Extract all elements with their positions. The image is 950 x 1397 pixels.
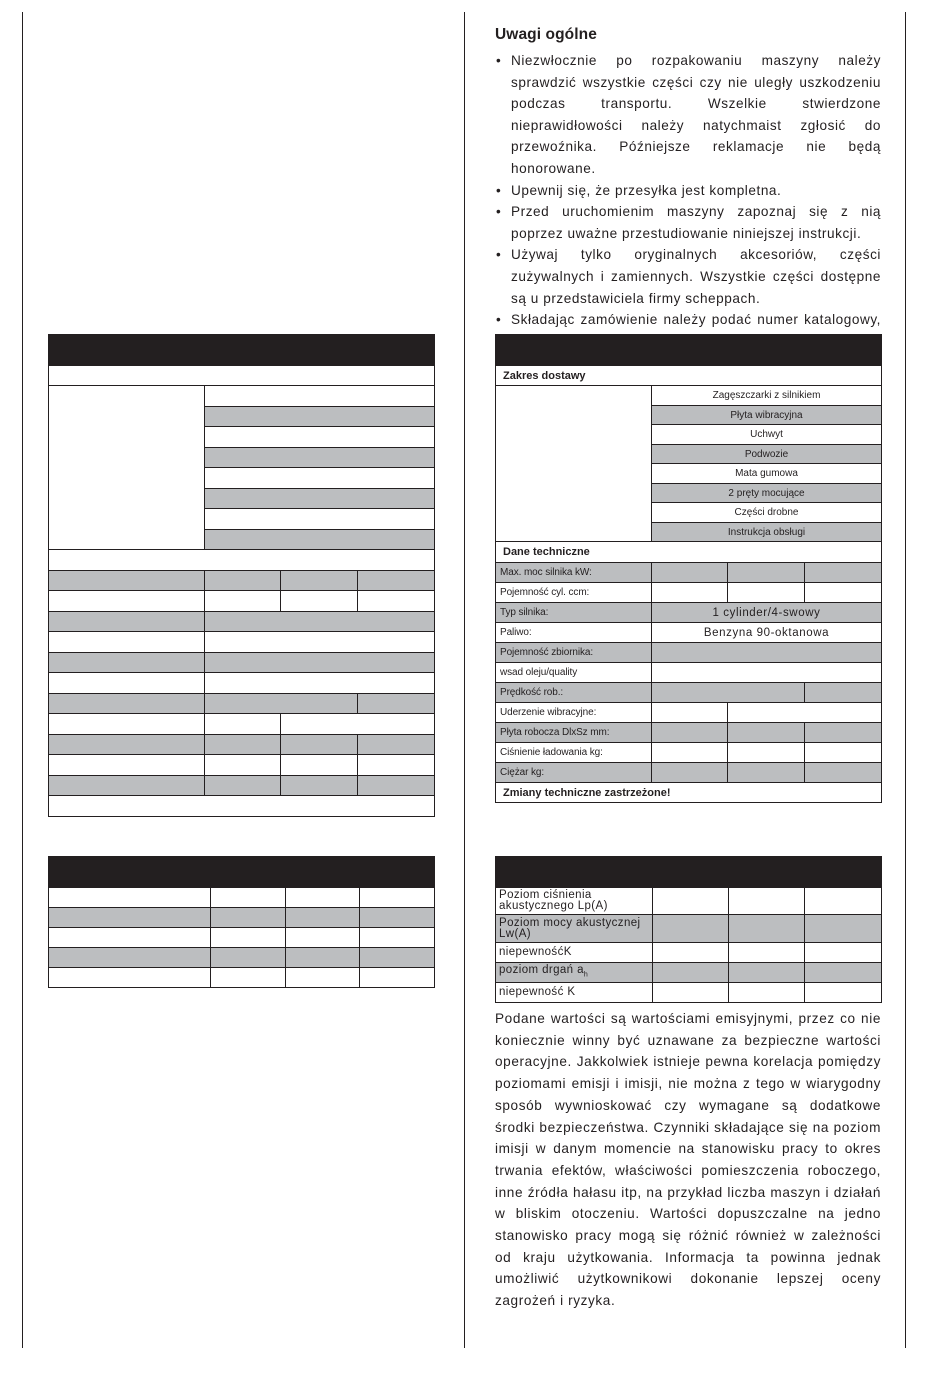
blank-noise-table xyxy=(48,856,435,988)
engine-type-value: 1 cylinder/4-swowy xyxy=(652,603,882,623)
row-label-tank: Pojemność zbiornika: xyxy=(496,643,652,663)
spec-table xyxy=(495,334,882,803)
right-margin-line xyxy=(905,12,906,1348)
delivery-header: Zakres dostawy xyxy=(496,366,882,386)
list-item: • Składając zamówienie należy podać numer katalogowy, xyxy=(495,309,881,352)
noise-table xyxy=(495,856,882,1003)
row-label-fuel: Paliwo: xyxy=(496,623,652,643)
row-label-sound-pressure: Poziom ciśnienia akustycznego Lp(A) xyxy=(496,888,653,915)
row-label-speed: Prędkość rob.: xyxy=(496,683,652,703)
list-item: • Niezwłocznie po rozpakowaniu maszyny należy sprawdzić wszystkie części czy nie uległy uszkodzeniu podczas transportu. Wszelkie stwierdzone nieprawidłowości należy natychmaist zgłosić do przewoźnika. Późniejsze reklamacje nie będą honorowane. xyxy=(495,50,881,180)
noise-table-header-bar xyxy=(496,857,882,888)
row-label-engine-type: Typ silnika: xyxy=(496,603,652,623)
fuel-value: Benzyna 90-oktanowa xyxy=(652,623,882,643)
general-notes-title: Uwagi ogólne xyxy=(495,26,597,43)
row-label-uncertainty-2: niepewność K xyxy=(496,983,653,1003)
row-label-uncertainty: niepewnośćK xyxy=(496,943,653,963)
delivery-item: Mata gumowa xyxy=(652,464,882,484)
delivery-item: Zagęszczarki z silnikiem xyxy=(652,386,882,406)
row-label-oil: wsad oleju/quality xyxy=(496,663,652,683)
delivery-item: 2 pręty mocujące xyxy=(652,484,882,503)
row-label-displacement: Pojemność cyl. ccm: xyxy=(496,583,652,603)
blank-spec-table xyxy=(48,334,435,817)
row-label-plate: Płyta robocza DlxSz mm: xyxy=(496,723,652,743)
delivery-item: Podwozie xyxy=(652,445,882,464)
emission-values-paragraph: Podane wartości są wartościami emisyjnymi, przez co nie koniecznie winny być uznawane za bezpieczne wartości operacyjne. Jakkolwiek istnieje pewna korelacja pomiędzy poziomami emisji i imisji, nie można z tego w wiarygodny sposób wywnioskować czy wymagane są dodatkowe środki bezpieczeństwa. Czynniki składające się na poziom imisji w danym momencie na stanowisku pracy to okres trwania efektów, właściwości pomieszczenia roboczego, inne źródła hałasu itp, na przykład liczba maszyn i działań w bliskim otoczeniu. Wartości dopuszczalne na jedno stanowisko pracy mogą się różnić również w zależności od kraju użytkowania. Informacja ta powinna jednak umożliwić użytkownikowi dokonanie lepszej oceny zagrożeń i ryzyka. xyxy=(495,1011,881,1309)
left-margin-line xyxy=(22,12,23,1348)
row-label-vibration-level: poziom drgań $a_h$ xyxy=(496,963,653,983)
list-item: • Upewnij się, że przesyłka jest kompletna. xyxy=(495,180,881,202)
row-label-sound-power: Poziom mocy akustycznej Lw(A) xyxy=(496,915,653,943)
center-divider-line xyxy=(464,12,465,1348)
delivery-item: Instrukcja obsługi xyxy=(652,523,882,542)
spec-table-header-bar xyxy=(496,335,882,366)
row-label-pressure: Ciśnienie ładowania kg: xyxy=(496,743,652,763)
delivery-item: Uchwyt xyxy=(652,425,882,445)
general-notes-list xyxy=(495,50,881,352)
technical-changes-note: Zmiany techniczne zastrzeżone! xyxy=(496,783,882,803)
list-item: • Używaj tylko oryginalnych akcesoriów, części zużywalnych i zamiennych. Wszystkie części dostępne są u przedstawiciela firmy scheppach. xyxy=(495,244,881,309)
delivery-image-area xyxy=(496,386,652,542)
delivery-item: Płyta wibracyjna xyxy=(652,406,882,425)
row-label-max-power: Max. moc silnika kW: xyxy=(496,563,652,583)
list-item: • Przed uruchomienim maszyny zapoznaj się z nią poprzez uważne przestudiowanie niniejszej instrukcji. xyxy=(495,201,881,244)
delivery-item: Części drobne xyxy=(652,503,882,523)
row-label-impact: Uderzenie wibracyjne: xyxy=(496,703,652,723)
general-notes xyxy=(495,26,881,352)
tech-data-header: Dane techniczne xyxy=(496,542,882,563)
row-label-weight: Ciężar kg: xyxy=(496,763,652,783)
